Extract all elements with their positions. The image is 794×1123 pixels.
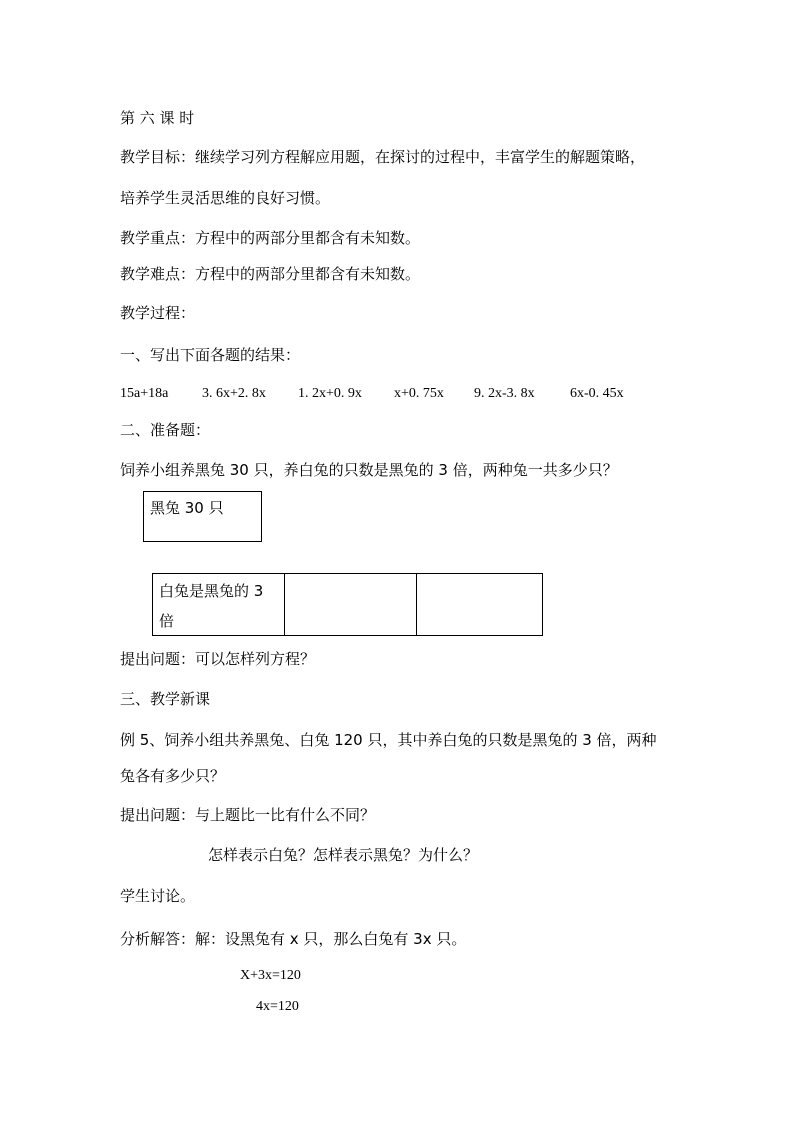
difficulty-label: 教学难点： — [120, 265, 196, 283]
prep-question: 提出问题：可以怎样列方程？ — [120, 650, 316, 668]
lesson-title: 第 六 课 时 — [120, 109, 195, 127]
question-1: 提出问题：与上题比一比有什么不同？ — [120, 806, 376, 824]
difficulty-text: 方程中的两部分里都含有未知数。 — [195, 265, 421, 283]
key-point-label: 教学重点： — [120, 229, 196, 247]
difficulty — [120, 264, 420, 284]
example-line-1: 例 5、饲养小组共养黑兔、白兔 120 只，其中养白兔的只数是黑兔的 3 倍，两种 — [120, 731, 657, 749]
expression-item: 1. 2x+0. 9x — [298, 386, 362, 401]
objective-label: 教学目标： — [120, 148, 196, 166]
question-2: 怎样表示白兔？怎样表示黑兔？为什么？ — [208, 846, 479, 864]
key-point-text: 方程中的两部分里都含有未知数。 — [195, 229, 421, 247]
expression-item: 9. 2x-3. 8x — [474, 386, 535, 401]
discussion: 学生讨论。 — [120, 887, 196, 905]
process-label: 教学过程： — [120, 304, 196, 322]
white-rabbit-label: 白兔是黑兔的 3 倍 — [159, 582, 264, 630]
objective-line-2: 培养学生灵活思维的良好习惯。 — [120, 189, 331, 207]
section3-heading: 三、教学新课 — [120, 690, 211, 708]
section2-heading: 二、准备题： — [120, 421, 211, 439]
white-bar-segment-2 — [285, 574, 417, 635]
analysis: 分析解答：解：设黑兔有 x 只，那么白兔有 3x 只。 — [120, 930, 467, 948]
white-rabbit-bar — [152, 573, 543, 636]
expression-item: 15a+18a — [120, 386, 169, 401]
black-rabbit-label: 黑兔 30 只 — [150, 499, 224, 517]
equation-2: 4x=120 — [256, 999, 299, 1014]
example-line-2: 兔各有多少只？ — [120, 767, 226, 785]
expression-item: 6x-0. 45x — [570, 386, 624, 401]
prep-problem: 饲养小组养黑兔 30 只，养白兔的只数是黑兔的 3 倍，两种兔一共多少只？ — [120, 461, 618, 479]
equation-1: X+3x=120 — [240, 968, 301, 983]
expression-item: x+0. 75x — [394, 386, 444, 401]
section1-heading: 一、写出下面各题的结果： — [120, 346, 301, 364]
white-bar-segment-1 — [153, 574, 285, 635]
black-rabbit-box — [143, 491, 262, 542]
key-point — [120, 228, 420, 248]
expression-item: 3. 6x+2. 8x — [202, 386, 266, 401]
white-bar-segment-3 — [417, 574, 542, 635]
objective-line-1 — [120, 147, 645, 167]
objective-text: 继续学习列方程解应用题，在探讨的过程中，丰富学生的解题策略， — [195, 148, 646, 166]
